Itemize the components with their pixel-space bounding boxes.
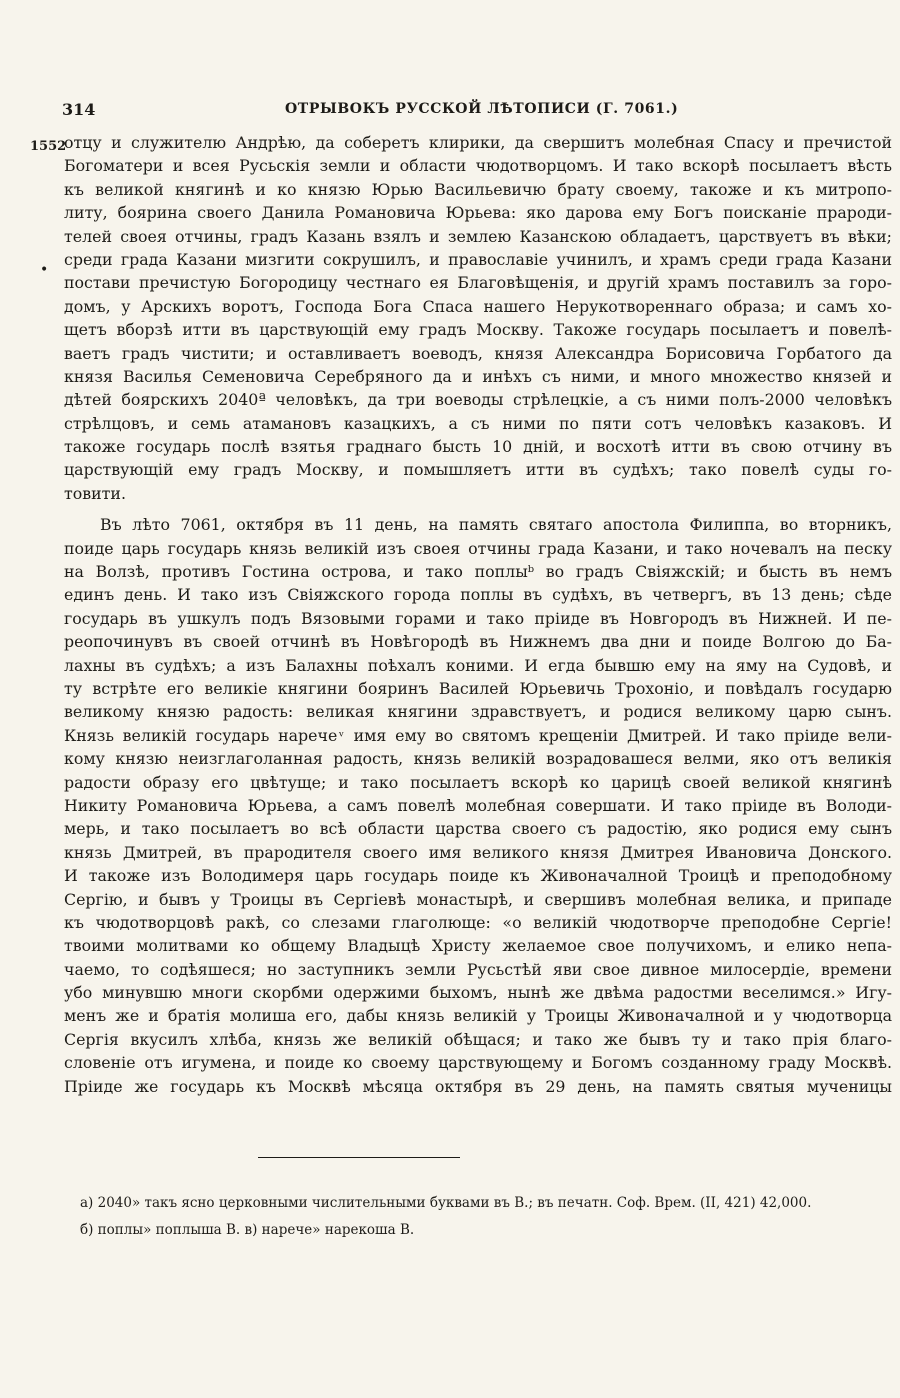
text-line: литу, боярина своего Данила Романовича Юрьева: яко дарова ему Богъ поисканіе прароди- [64, 203, 892, 223]
text-line: твоими молитвами ко общему Владыцѣ Христу желаемое свое получихомъ, и елико непа- [64, 936, 892, 956]
text-line: Богоматери и всея Русьскія земли и области чюдотворцомъ. И тако вскорѣ посылаетъ вѣсть [64, 156, 892, 176]
text-line: И такоже изъ Володимеря царь государь поиде къ Живоначалной Троицѣ и преподобному [64, 866, 892, 886]
text-line: реопочинувъ въ своей отчинѣ въ Новѣгородѣ въ Нижнемъ два дни и поиде Волгою до Ба- [64, 632, 892, 652]
margin-mark: • [40, 262, 49, 278]
text-line: Никиту Романовича Юрьева, а самъ повелѣ молебная совершати. И тако пріиде въ Володи- [64, 795, 892, 815]
text-line: Сергію, и бывъ у Троицы въ Сергіевѣ монастырѣ, и свершивъ молебная велика, и припаде [64, 889, 892, 909]
text-line: постави пречистую Богородицу честнаго ея Благовѣщенія, и другій храмъ поставилъ за горо- [64, 273, 892, 293]
text-line: кому князю неизглаголанная радость, князь великій возрадовашеся велми, яко отъ великія [64, 749, 892, 769]
text-line: стрѣлцовъ, и семь атамановъ казацкихъ, а съ ними по пяти сотъ человѣкъ казаковъ. И [64, 413, 892, 433]
text-line: радости образу его цвѣтуще; и тако посылаетъ вскорѣ ко царицѣ своей великой княгинѣ [64, 772, 892, 792]
text-line: Князь великій государь нарече ͮ имя ему во святомъ крещеніи Дмитрей. И тако пріиде вели- [64, 725, 892, 745]
text-line: государь въ ушкулъ подъ Вязовыми горами и тако пріиде въ Новгородъ въ Нижней. И пе- [64, 608, 892, 628]
text-line: князя Василья Семеновича Серебряного да и инѣхъ съ ними, и много множество князей и [64, 366, 892, 386]
text-line: ту встрѣте его великіе княгини бояринъ Василей Юрьевичь Трохоніо, и повѣдалъ государю [64, 678, 892, 698]
text-line: убо минувшю многи скорбми одержими быхомъ, нынѣ же двѣма радостми веселимся.» Игу- [64, 983, 892, 1003]
text-line: дѣтей боярскихъ 2040ª человѣкъ, да три воеводы стрѣлецкіе, а съ ними полъ-2000 человѣкъ [64, 390, 892, 410]
text-line: на Волзѣ, противъ Гостина острова, и тако поплыᵇ во градъ Свіяжскій; и бысть въ немъ [64, 562, 892, 582]
text-line: отцу и служителю Андрѣю, да соберетъ клирики, да свершитъ молебная Спасу и пречистой [64, 133, 892, 152]
text-line: щетъ вборзѣ итти въ царствующій ему градъ Москву. Такоже государь посылаетъ и повелѣ- [64, 320, 892, 340]
text-line: телей своея отчины, градъ Казань взялъ и землею Казанскою обладаетъ, царствуетъ въ вѣки; [64, 226, 892, 246]
text-line: лахны въ судѣхъ; а изъ Балахны поѣхалъ коними. И егда бывшю ему на яму на Судовѣ, и [64, 655, 892, 675]
text-line: мерь, и тако посылаетъ во всѣ области царства своего съ радостію, яко родися ему сынъ [64, 819, 892, 839]
text-line: менъ же и братія молиша его, дабы князь великій у Троицы Живоначалной и у чюдотворца [64, 1006, 892, 1026]
text-line: такоже государь послѣ взятья граднаго бысть 10 дній, и восхотѣ итти въ свою отчину въ [64, 437, 892, 457]
text-line: словеніе отъ игумена, и поиде ко своему царствующему и Богомъ созданному граду Москвѣ. [64, 1053, 892, 1073]
text-line: къ великой княгинѣ и ко князю Юрью Васильевичю брату своему, такожe и къ митропо- [64, 179, 892, 199]
text-line: чаемо, то содѣяшеся; но заступникъ земли Русьстѣй яви свое дивное милосердіе, времени [64, 959, 892, 979]
text-line: поиде царь государь князь великій изъ своея отчины града Казани, и тако ночевалъ на песку [64, 538, 892, 558]
footnotes [80, 1190, 890, 1244]
text-line: Пріиде же государь къ Москвѣ мѣсяца октября въ 29 день, на память святыя мученицы [64, 1076, 892, 1096]
text-line: царствующій ему градъ Москву, и помышляетъ итти въ судѣхъ; тако повелѣ суды го- [64, 460, 892, 480]
footnote-rule [258, 1157, 460, 1158]
text-line: единъ день. И тако изъ Свіяжского города поплы въ судѣхъ, въ четвергъ, въ 13 день; сѣде [64, 585, 892, 605]
running-title: ОТРЫВОКЪ РУССКОЙ ЛѢТОПИСИ (Г. 7061.) [285, 101, 679, 117]
text-line: домъ, у Арскихъ воротъ, Господа Бога Спаса нашего Нерукотвореннаго образа; и самъ хо- [64, 296, 892, 316]
margin-year: 1552 [30, 139, 67, 154]
text-line: ваетъ градъ чистити; и оставливаетъ воеводъ, князя Александра Борисовича Горбатого да [64, 343, 892, 363]
footnote-a: а) 2040» такъ ясно церковными числительными буквами въ В.; въ печатн. Соф. Врем. (II, 421) 42,000. [80, 1195, 812, 1211]
page-number: 314 [62, 100, 96, 119]
text-line: Сергія вкусилъ хлѣба, князь же великій обѣщася; и тако же бывъ ту и тако прія благо- [64, 1029, 892, 1049]
footnote-b: б) поплы» поплыша В. в) нарече» нарекоша В. [80, 1222, 415, 1238]
paragraph-gap [64, 505, 892, 513]
text-line: къ чюдотворцовѣ ракѣ, со слезами глаголюще: «о великій чюдотворче преподобне Сергіе! [64, 912, 892, 932]
text-line: князь Дмитрей, въ прародителя своего имя великого князя Дмитрея Ивановича Донского. [64, 842, 892, 862]
text-line: товити. [64, 483, 126, 503]
body-text [64, 131, 892, 1098]
text-line: великому князю радость: великая княгини здравствуетъ, и родися великому царю сынъ. [64, 702, 892, 722]
page-header [0, 100, 900, 124]
text-line: Въ лѣто 7061, октября въ 11 день, на память святаго апостола Филиппа, во вторникъ, [100, 515, 892, 535]
text-line: среди града Казани мизгити сокрушилъ, и православіе учинилъ, и храмъ среди града Казани [64, 249, 892, 269]
